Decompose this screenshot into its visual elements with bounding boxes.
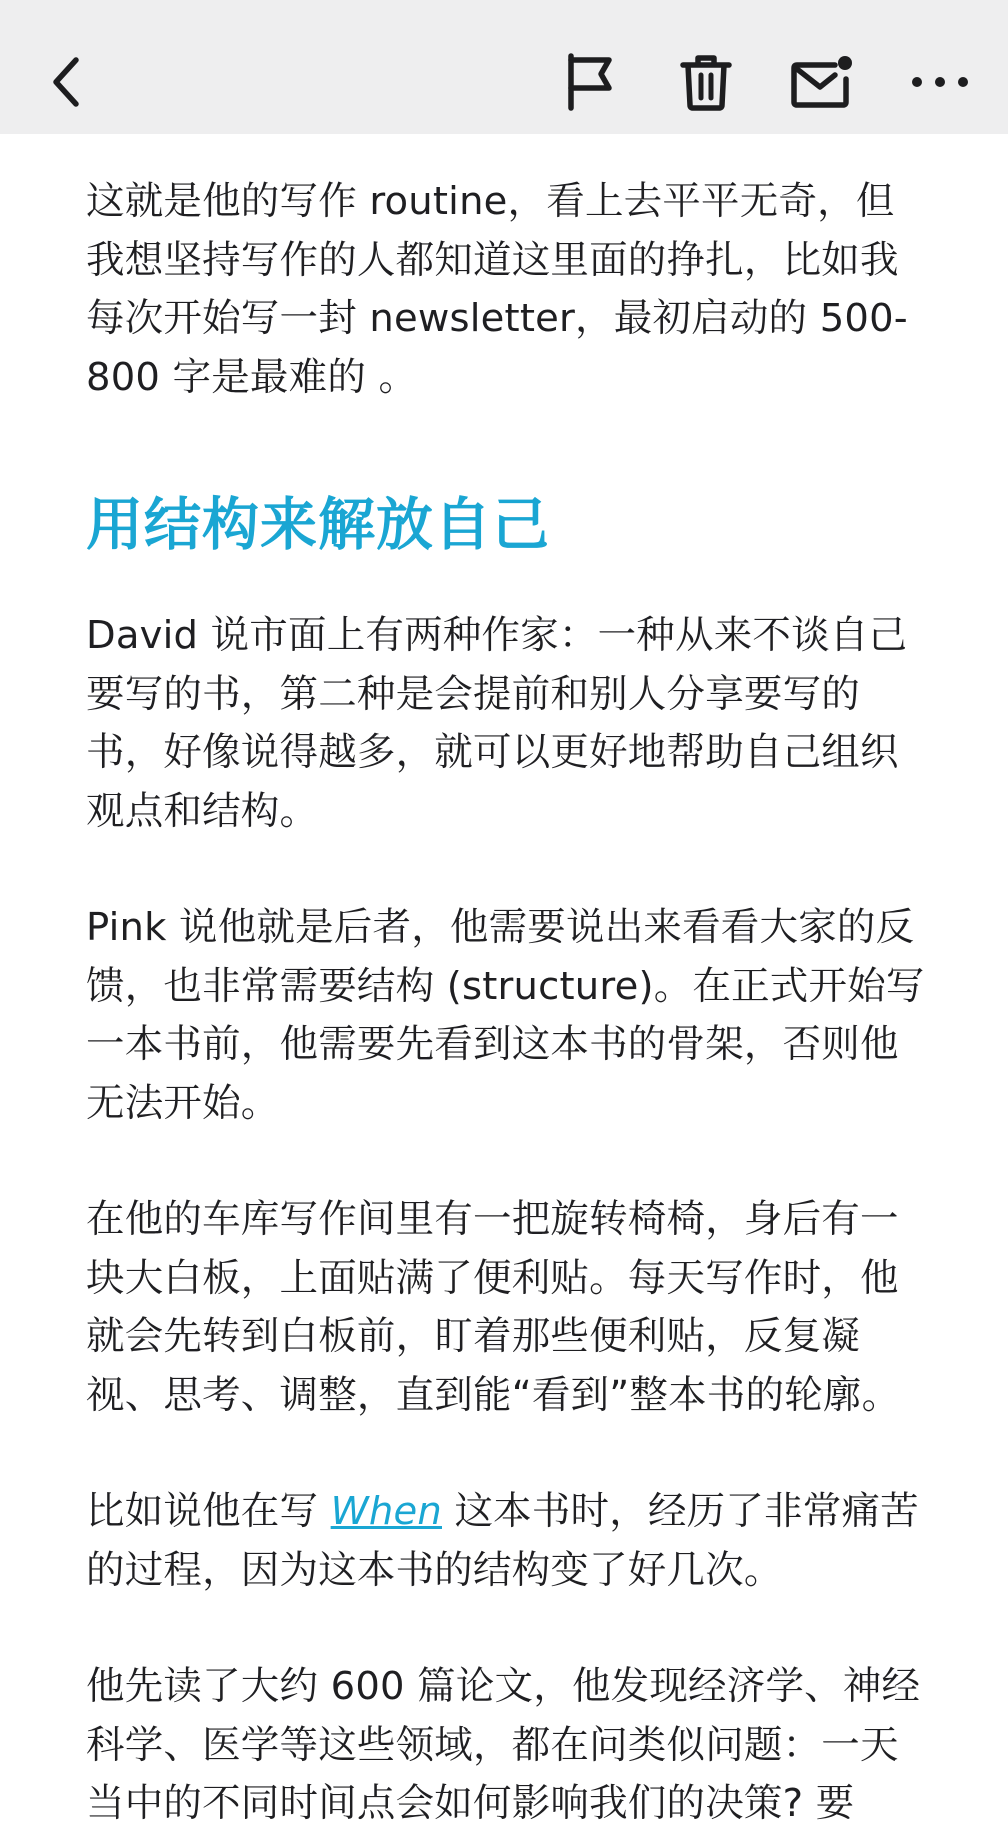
paragraph-whiteboard: 在他的车库写作间里有一把旋转椅椅，身后有一块大白板，上面贴满了便利贴。每天写作时，他就会先转到白板前，盯着那些便利贴，反复凝视、思考、调整，直到能“看到”整本书的轮廓。 <box>86 1197 901 1418</box>
envelope-dot-icon <box>791 55 853 109</box>
flag-button[interactable] <box>548 40 632 124</box>
section-heading: 用结构来解放自己 <box>86 492 550 558</box>
top-toolbar <box>0 0 1008 134</box>
paragraph-pink-structure: Pink 说他就是后者，他需要说出来看看大家的反馈，也非常需要结构 (structure)。在正式开始写一本书前，他需要先看到这本书的骨架，否则他无法开始。 <box>86 905 925 1126</box>
mark-unread-button[interactable] <box>780 40 864 124</box>
paragraph-two-writers: David 说市面上有两种作家：一种从来不谈自己要写的书，第二种是会提前和别人分享要写的书，好像说得越多，就可以更好地帮助自己组织观点和结构。 <box>86 613 908 834</box>
ellipsis-icon <box>910 75 970 89</box>
paragraph-when-book <box>86 1483 926 1600</box>
email-body[interactable] <box>86 134 926 1826</box>
delete-button[interactable] <box>664 40 748 124</box>
trash-icon <box>680 53 732 111</box>
flag-icon <box>563 52 617 112</box>
paragraph-routine: 这就是他的写作 routine，看上去平平无奇，但我想坚持写作的人都知道这里面的挣扎，比如我每次开始写一封 newsletter，最初启动的 500-800 字是最难的 。 <box>86 179 908 400</box>
book-link-when[interactable]: When <box>330 1489 442 1534</box>
chevron-left-icon <box>46 56 86 108</box>
paragraph-text: 比如说他在写 <box>86 1489 331 1534</box>
paragraph-papers: 他先读了大约 600 篇论文，他发现经济学、神经科学、医学等这些领域，都在问类似问题：一天当中的不同时间点会如何影响我们的决策? 要 <box>86 1664 921 1826</box>
paragraph-text: 这本书时，经历了非常痛苦的过程，因为这本书的结构变了好几次。 <box>86 1489 919 1593</box>
more-button[interactable] <box>898 40 982 124</box>
back-button[interactable] <box>24 40 108 124</box>
